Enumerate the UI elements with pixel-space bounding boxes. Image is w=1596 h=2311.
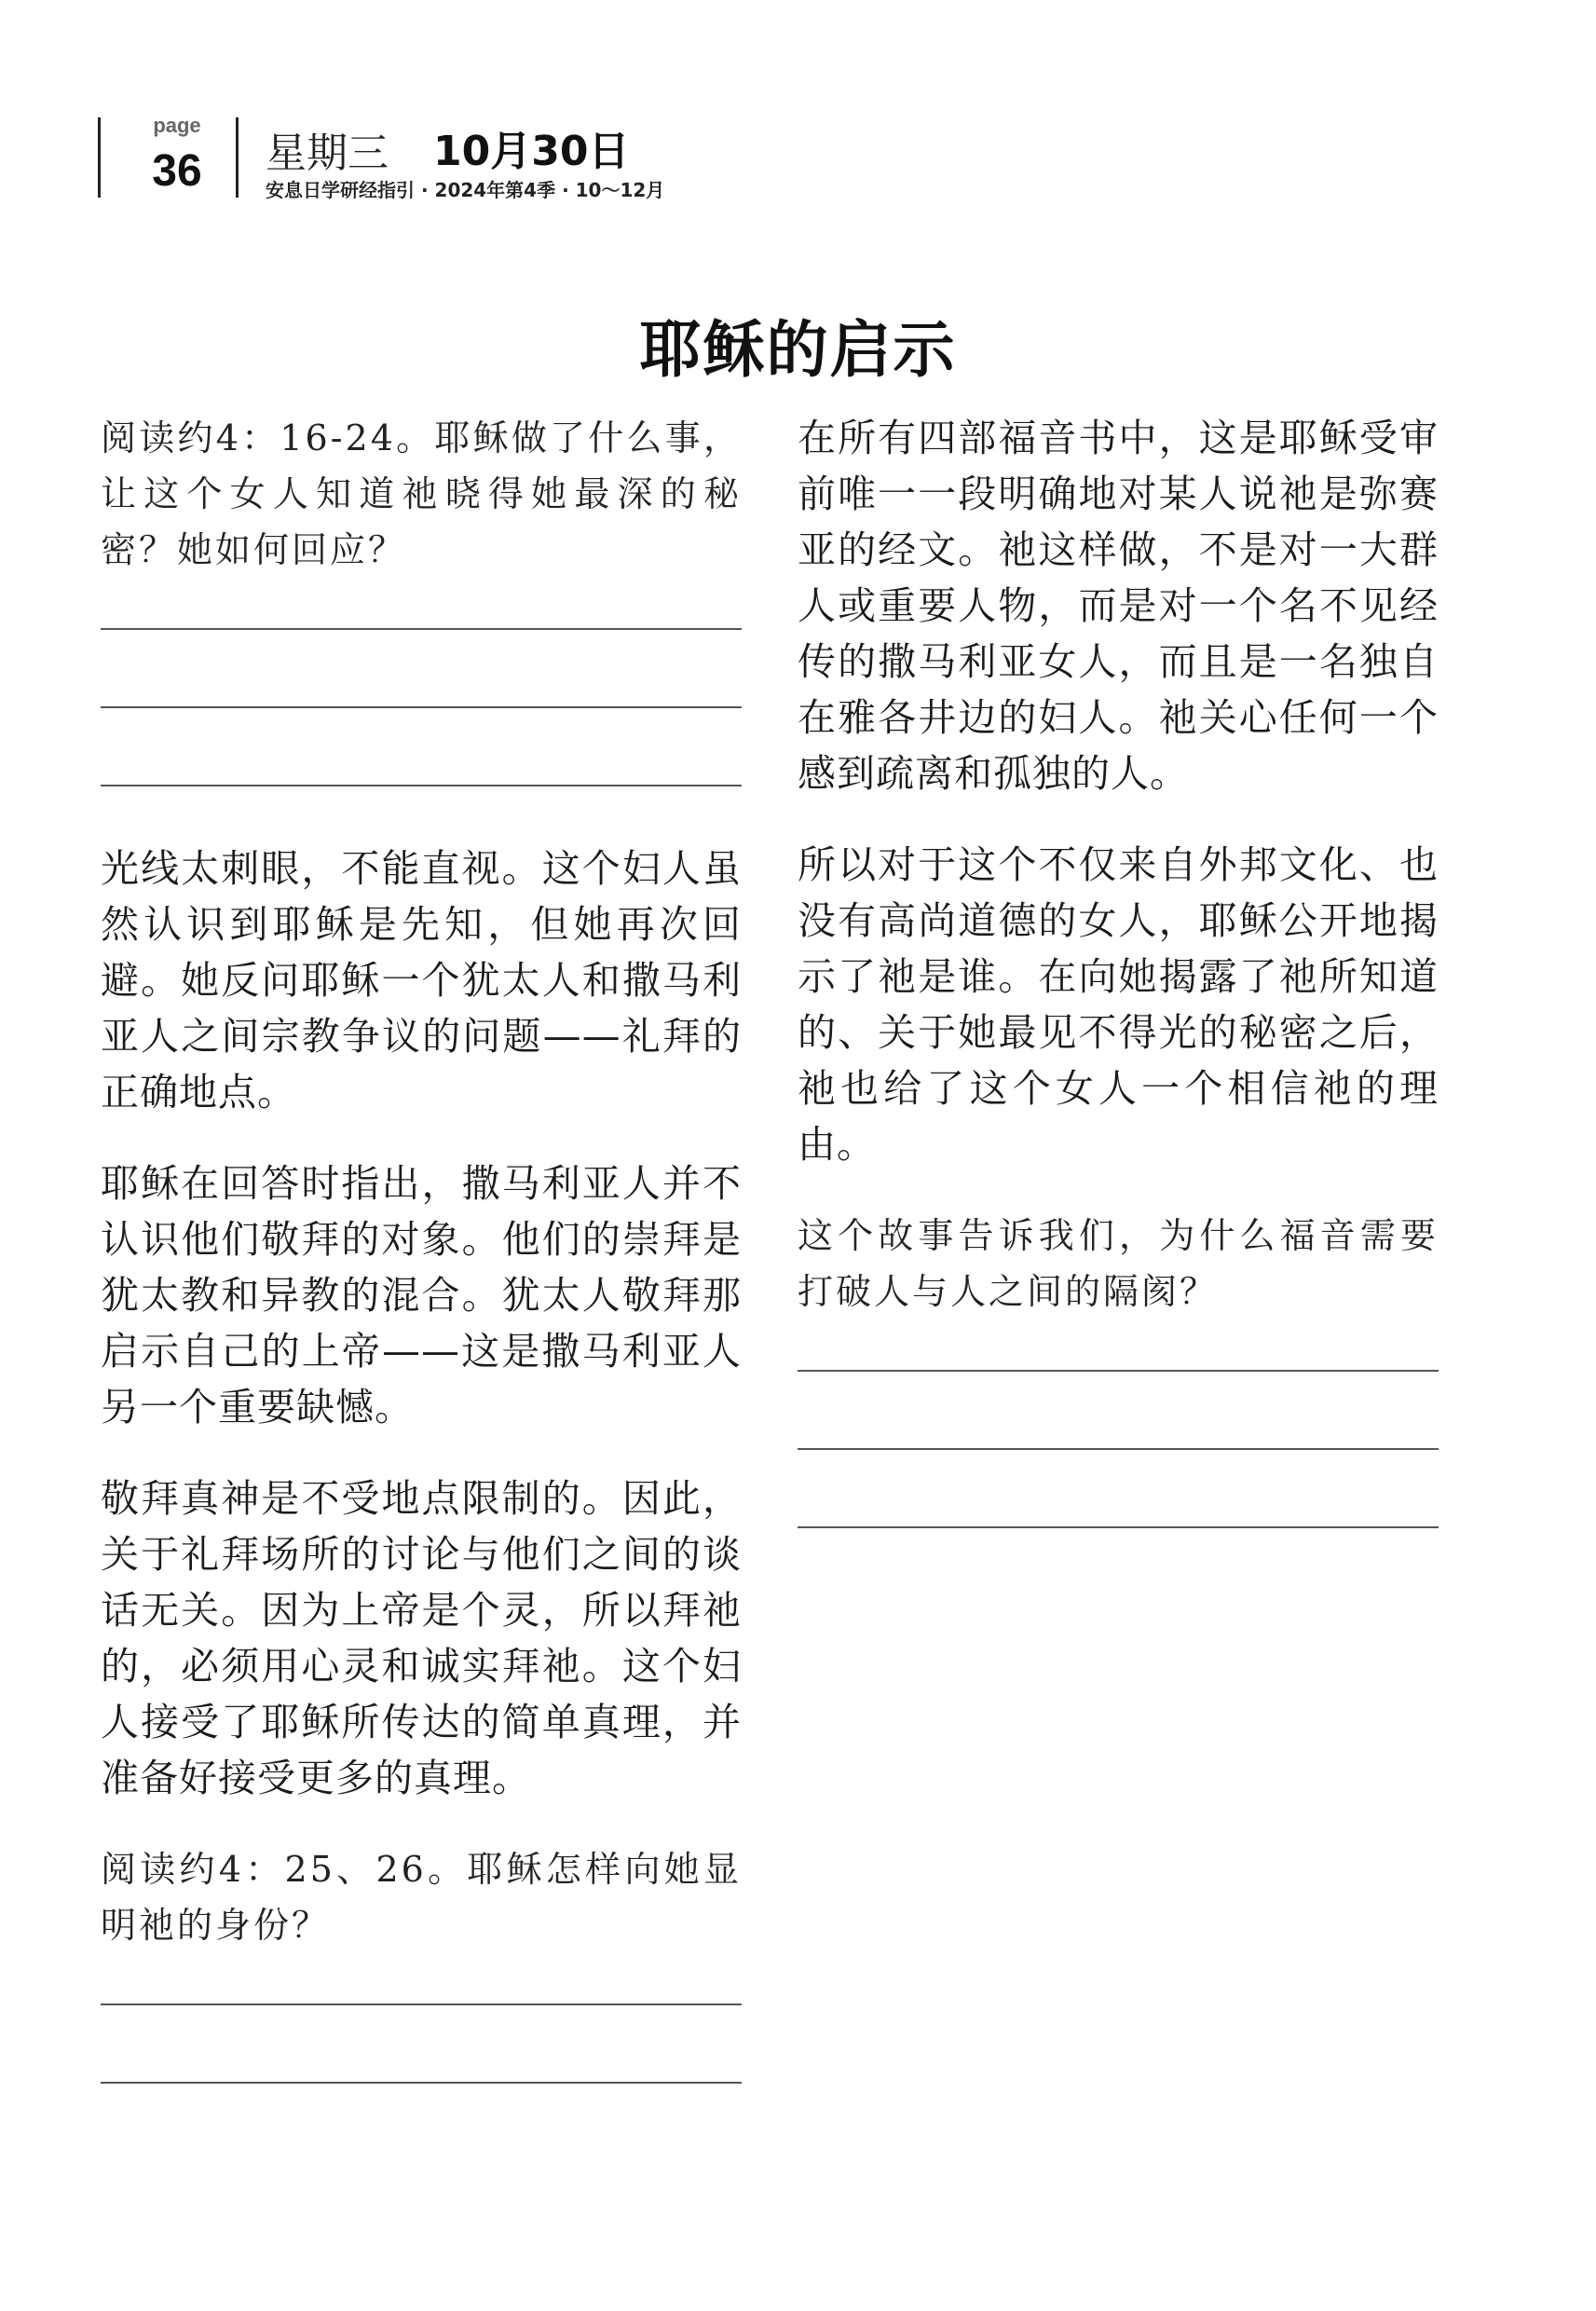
body-paragraph: 所以对于这个不仅来自外邦文化、也没有高尚道德的女人，耶稣公开地揭示了祂是谁。在向她揭露了祂所知道的、关于她最见不得光的秘密之后，祂也给了这个女人一个相信祂的理由。 [798,842,1439,1167]
answer-line[interactable] [798,1526,1439,1528]
answer-lines [101,2003,742,2084]
answer-line[interactable] [798,1370,1439,1372]
page-header [98,110,936,201]
study-question: 阅读约4：25、26。耶稣怎样向她显明祂的身份？ [101,1849,742,1946]
study-question: 这个故事告诉我们，为什么福音需要打破人与人之间的隔阂？ [798,1215,1439,1312]
publication-subtitle: 安息日学研经指引 · 2024年第4季 · 10～12月 [266,179,665,201]
answer-line[interactable] [101,2082,742,2084]
answer-lines [798,1370,1439,1528]
body-paragraph: 敬拜真神是不受地点限制的。因此，关于礼拜场所的讨论与他们之间的谈话无关。因为上帝是个灵，所以拜祂的，必须用心灵和诚实拜祂。这个妇人接受了耶稣所传达的简单真理，并准备好接受更多的真理。 [101,1476,742,1800]
page-number: 36 [152,146,202,196]
answer-line[interactable] [101,2003,742,2005]
body-paragraph: 在所有四部福音书中，这是耶稣受审前唯一一段明确地对某人说祂是弥赛亚的经文。祂这样做，不是对一大群人或重要人物，而是对一个名不见经传的撒马利亚女人，而且是一名独自在雅各井边的妇人。祂关心任何一个感到疏离和孤独的人。 [798,416,1439,796]
body-paragraph: 耶稣在回答时指出，撒马利亚人并不认识他们敬拜的对象。他们的崇拜是犹太教和异教的混合。犹太人敬拜那启示自己的上帝——这是撒马利亚人另一个重要缺憾。 [101,1161,742,1429]
header-divider [236,117,239,198]
study-question: 阅读约4：16-24。耶稣做了什么事，让这个女人知道祂晓得她最深的秘密？她如何回应？ [101,417,742,570]
answer-line[interactable] [101,706,742,708]
left-column [101,410,742,2138]
answer-lines [101,628,742,786]
date: 10月30日 [433,128,630,175]
page-label: page [153,114,201,137]
answer-line[interactable] [101,628,742,630]
header-divider [98,117,101,198]
lesson-title: 耶稣的启示 [639,313,957,386]
weekday: 星期三 [266,130,389,177]
answer-line[interactable] [798,1448,1439,1450]
right-column [798,410,1439,1582]
body-paragraph: 光线太刺眼，不能直视。这个妇人虽然认识到耶稣是先知，但她再次回避。她反问耶稣一个犹太人和撒马利亚人之间宗教争议的问题——礼拜的正确地点。 [101,846,742,1114]
answer-line[interactable] [101,785,742,786]
